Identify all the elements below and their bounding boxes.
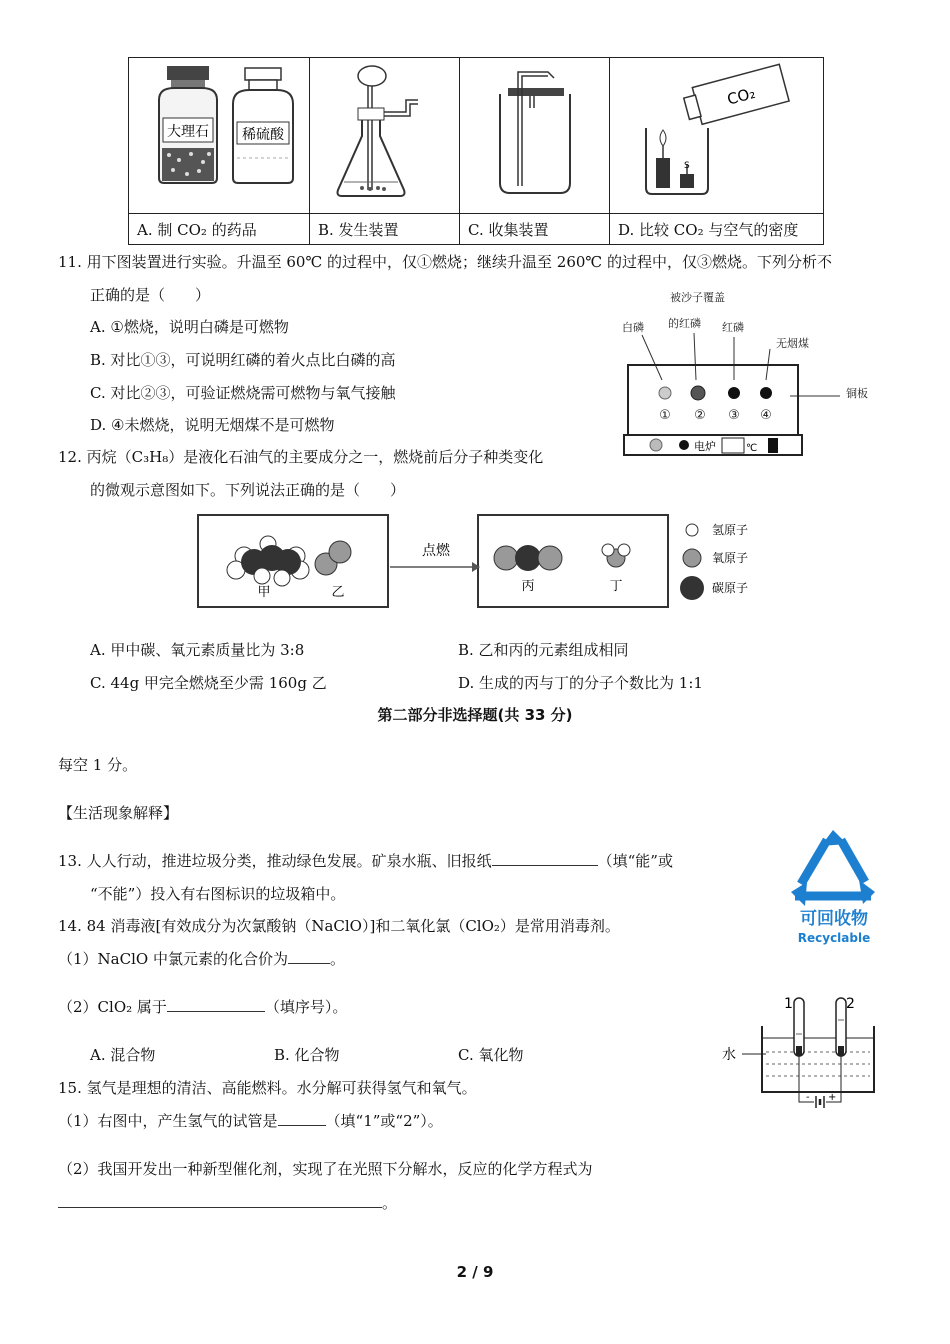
recycle-arrow-icon [821,830,847,846]
page-number: 2 / 9 [456,1263,494,1281]
caption-a: A. 制 CO₂ 的药品 [129,214,310,245]
water-label: 水 [722,1047,736,1063]
legend-h: 氢原子 [712,523,749,537]
part2-title: 第二部分非选择题(共 33 分) [377,706,573,724]
unit-label: ℃ [746,443,758,454]
co2-label: CO₂ [725,83,758,109]
num-4: ④ [760,408,772,423]
q14-option-c: C. 氧化物 [458,1046,524,1064]
q14-option-a: A. 混合物 [90,1046,156,1064]
q11-option-b: B. 对比①③，可说明红磷的着火点比白磷的高 [90,351,396,369]
svg-text:S: S [684,161,690,171]
electrolysis-figure [718,992,890,1110]
logo-cn-text: 可回收物 [800,909,868,929]
q12-option-d: D. 生成的丙与丁的分子个数比为 1:1 [458,674,703,692]
q12-figure [196,512,756,612]
label-bing: 丙 [521,579,535,594]
legend-o: 氧原子 [712,551,749,565]
q11-stem-line2: 正确的是（ ） [90,286,211,304]
q14-p2-blank[interactable] [167,997,265,1012]
logo-en-text: Recyclable [797,931,871,945]
reagent-bottles-figure [129,58,310,214]
density-compare-figure [610,58,824,214]
marble-label: 大理石 [167,124,209,140]
generator-figure [310,58,460,214]
q15-p1-blank[interactable] [278,1111,326,1126]
q15-equation-blank[interactable] [58,1193,382,1208]
q13-line1-b: （填“能”或 [597,852,673,870]
q13-line2: “不能”）投入有右图标识的垃圾箱中。 [90,885,346,903]
q15-equation-line [58,1193,397,1213]
q14-p2-text: （2）ClO₂ 属于 [58,998,167,1016]
q14-part1 [58,949,345,969]
arrow-label: 点燃 [422,543,450,559]
collector-figure [460,58,610,214]
caption-c: C. 收集装置 [460,214,610,245]
q11-option-d: D. ④未燃烧，说明无烟煤不是可燃物 [90,416,335,434]
label-ding: 丁 [609,579,623,594]
plate-label: 铜板 [846,387,868,400]
q14-stem: 14. 84 消毒液[有效成分为次氯酸钠（NaClO）]和二氧化氯（ClO₂）是常用消毒剂。 [58,917,620,935]
part2-note: 每空 1 分。 [58,756,138,774]
label-jia: 甲 [257,585,271,600]
plus-label: + [828,1092,837,1103]
q11-figure [610,285,890,457]
sand-label-2: 的红磷 [668,317,701,330]
q12-stem-line2: 的微观示意图如下。下列说法正确的是（ ） [90,481,406,499]
white-p-label: 白磷 [622,321,644,334]
q15-part2: （2）我国开发出一种新型催化剂，实现了在光照下分解水，反应的化学方程式为 [58,1160,593,1178]
minus-label: - [806,1092,810,1103]
q15-p1-end: （填“1”或“2”）。 [325,1112,443,1130]
q11-stem-line1: 11. 用下图装置进行实验。升温至 60℃ 的过程中，仅①燃烧；继续升温至 260℃ 的过程中，仅③燃烧。下列分析不 [58,253,832,271]
q12-stem-line1: 12. 丙烷（C₃H₈）是液化石油气的主要成分之一，燃烧前后分子种类变化 [58,448,544,466]
q12-option-b: B. 乙和丙的元素组成相同 [458,641,629,659]
q11-option-c: C. 对比②③，可验证燃烧需可燃物与氧气接触 [90,384,396,402]
coal-label: 无烟煤 [776,337,809,350]
caption-d: D. 比较 CO₂ 与空气的密度 [610,214,824,245]
acid-label: 稀硫酸 [242,127,284,143]
q14-p1-end: 。 [329,950,345,968]
label-yi: 乙 [331,585,345,600]
q14-p1-blank[interactable] [288,949,330,964]
caption-b: B. 发生装置 [310,214,460,245]
tube-2-label: 2 [846,996,855,1012]
q15-stem: 15. 氢气是理想的清洁、高能燃料。水分解可获得氢气和氧气。 [58,1079,477,1097]
num-2: ② [694,408,706,423]
sand-label-1: 被沙子覆盖 [670,291,725,304]
legend-c: 碳原子 [712,581,749,595]
q15-part1 [58,1111,443,1131]
section-title: 【生活现象解释】 [58,804,179,822]
num-1: ① [659,408,671,423]
q14-p2-end: （填序号）。 [264,998,348,1016]
recycle-logo [777,826,891,948]
tube-1-label: 1 [784,996,793,1012]
q14-option-b: B. 化合物 [274,1046,340,1064]
furnace-label: 电炉 [694,440,716,453]
red-p-label: 红磷 [722,321,744,334]
q12-option-c: C. 44g 甲完全燃烧至少需 160g 乙 [90,674,327,692]
q15-end: 。 [382,1194,398,1212]
q11-option-a: A. ①燃烧，说明白磷是可燃物 [90,318,289,336]
num-3: ③ [728,408,740,423]
q14-p1-text: （1）NaClO 中氯元素的化合价为 [58,950,288,968]
q13-line1 [58,851,673,871]
q15-p1-text: （1）右图中，产生氢气的试管是 [58,1112,278,1130]
q13-answer-blank[interactable] [492,851,598,866]
apparatus-table [128,57,824,245]
q13-line1-a: 13. 人人行动，推进垃圾分类，推动绿色发展。矿泉水瓶、旧报纸 [58,852,492,870]
q14-part2 [58,997,347,1017]
q12-option-a: A. 甲中碳、氧元素质量比为 3:8 [90,641,305,659]
